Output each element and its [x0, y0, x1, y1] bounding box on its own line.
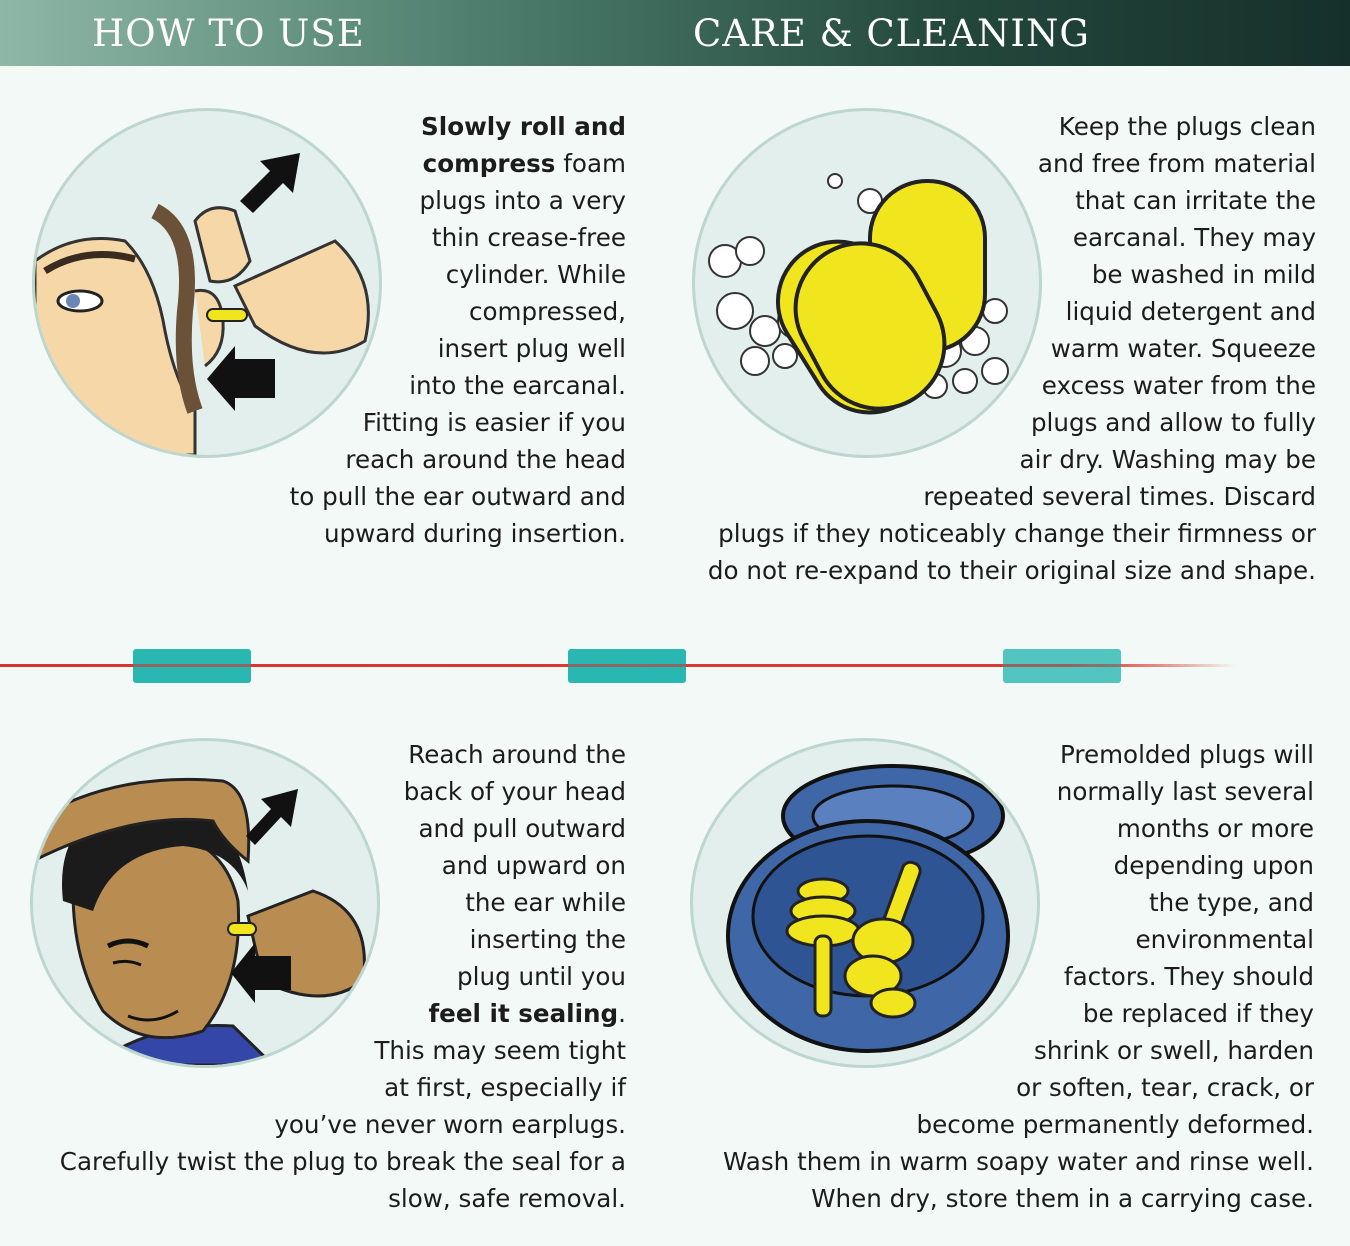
premolded-use-body-2: . This may seem tight at first, especially if you’ve never worn earplugs. Carefully twist the plug to break the seal for a slow, safe removal.	[59, 999, 626, 1213]
care-cleaning-title: CARE & CLEANING	[693, 12, 1090, 55]
section-divider	[0, 640, 1350, 690]
premolded-use-bold: feel it sealing	[428, 999, 619, 1028]
foam-care-text: Keep the plugs clean and free from material that can irritate the earcanal. They may be washed in mild liquid detergent and warm water. Squeeze excess water from the plugs and allow to fully air dry. Washing may be repeated several times. Discard plugs if they noticeably change their firmness or do not re-expand to their original size and shape.	[707, 112, 1316, 585]
foam-use-body: foam plugs into a very thin crease-free cylinder. While compressed, insert plug well into the earcanal. Fitting is easier if you reach around the head to pull the ear outward and upward during insertion.	[289, 149, 626, 548]
premolded-use-body-1: Reach around the back of your head and pull outward and upward on the ear while inserting the plug until you	[403, 740, 626, 991]
premolded-care-text: Premolded plugs will normally last several months or more depending upon the type, and environmental factors. They should be replaced if they shrink or swell, harden or soften, tear, crack, or become permanently deformed. Wash them in warm soapy water and rinse well. When dry, store them in a carrying case.	[723, 740, 1314, 1213]
how-to-use-title: HOW TO USE	[92, 12, 365, 55]
foam-use-text	[180, 108, 626, 552]
header-bar	[0, 0, 1350, 66]
premolded-use-text	[30, 736, 626, 1217]
foam-use-bold: Slowly roll and compress	[421, 112, 626, 178]
